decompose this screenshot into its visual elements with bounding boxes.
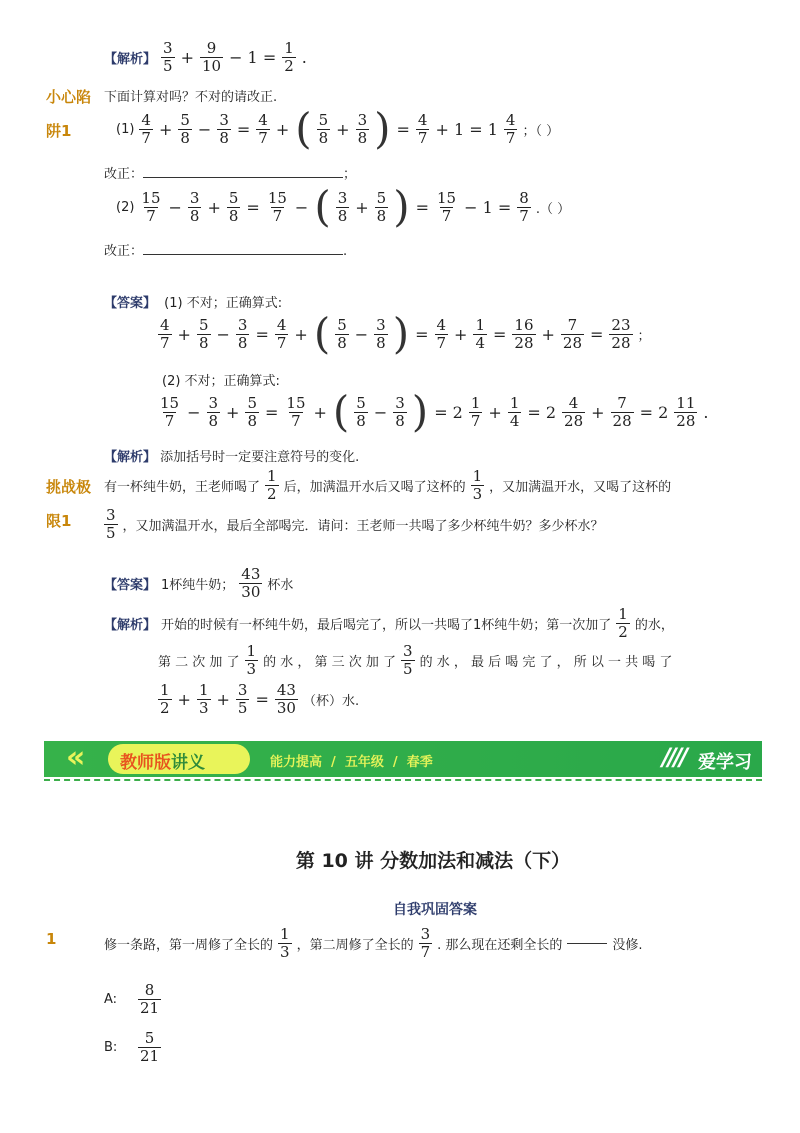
analysis-tag: 【解析】	[104, 52, 157, 67]
challenge-question-line-2: $\frac{3}{5}$ ，又加满温开水，最后全部喝完．请问：王老师一共喝了多少杯纯牛奶？多少杯水？	[106, 506, 604, 542]
question-1-text: 修一条路，第一周修了全长的 $\frac{1}{3}$ ，第二周修了全长的 $\frac{3}{7}$ . 那么现在还剩全长的 没修.	[104, 925, 643, 961]
brand-logo-icon: ////	[662, 743, 686, 771]
fix-label: 改正：	[104, 167, 144, 182]
fix-answer-blank-1[interactable]	[143, 177, 343, 178]
chevron-left-icon: «	[66, 740, 86, 775]
banner-breadcrumb: 能力提高 / 五年级 / 春季	[270, 755, 433, 770]
challenge-question-line-1: 有一杯纯牛奶，王老师喝了 $\frac{1}{2}$ 后，加满温开水后又喝了这杯的 $\frac{1}{3}$ ，又加满温开水，又喝了这杯的	[104, 467, 672, 503]
fraction: $\frac{9}{10}$	[201, 39, 222, 75]
challenge-analysis-line-1: 【解析】 开始的时候有一杯纯牛奶，最后喝完了，所以一共喝了1杯纯牛奶；第一次加了 $\frac{1}{2}$ 的水，	[104, 605, 674, 641]
trap-expr-2: (2) $\frac{15}{7}$ − $\frac{3}{8}$ + $\frac{5}{8}$ = $\frac{15}{7}$ − ( $\frac{3}{8}$ + $\frac{5}{8}$ ) = $\frac{15}{7}$ − 1 = $\frac{8}{7}$ .（ ）	[116, 182, 571, 231]
answer-line-2: (2) 不对；正确算式:	[162, 374, 280, 389]
answer-tag: 【答案】	[104, 296, 157, 311]
fraction: $\frac{1}{2}$	[284, 39, 294, 75]
chevron-right-icon: »	[222, 740, 242, 775]
analysis-tag: 【解析】	[104, 450, 157, 465]
banner-divider	[44, 779, 762, 781]
challenge-analysis-line-3: $\frac{1}{2}$ + $\frac{1}{3}$ + $\frac{3}{5}$ = $\frac{43}{30}$ （杯）水.	[160, 681, 360, 717]
lecture-subtitle: 自我巩固答案	[393, 902, 477, 918]
answer-expr-2: $\frac{15}{7}$ − $\frac{3}{8}$ + $\frac{5}{8}$ = $\frac{15}{7}$ + ( $\frac{5}{8}$ − $\frac{3}{8}$ ) = 2 $\frac{1}{7}$ + $\frac{1}{4}$ = 2 $\frac{4}{28}$ + $\frac{7}{28}$ = 2 $\frac{11}{28}$ .	[160, 387, 709, 436]
answer-blank[interactable]	[567, 943, 607, 944]
fraction: $\frac{3}{5}$	[163, 39, 173, 75]
trap-label-1: 小心陷	[46, 88, 92, 106]
lecture-title: 第 10 讲 分数加法和减法（下）	[295, 850, 571, 872]
question-number: 1	[46, 930, 57, 948]
challenge-analysis-line-2: 第 二 次 加 了 $\frac{1}{3}$ 的 水 ， 第 三 次 加 了 $\frac{3}{5}$ 的 水 ， 最 后 喝 完 了 ， 所 以 一 共 喝 了	[158, 642, 673, 678]
trap-label-2: 阱1	[46, 122, 72, 140]
banner-title: 教师版讲义	[120, 753, 205, 773]
option-b[interactable]: B: $\frac{5}{21}$	[104, 1029, 160, 1065]
challenge-answer: 【答案】 1杯纯牛奶； $\frac{43}{30}$ 杯水	[104, 565, 294, 601]
trap-prompt: 下面计算对吗？不对的请改正.	[104, 90, 278, 105]
option-a[interactable]: A: $\frac{8}{21}$	[104, 981, 160, 1017]
fix-answer-blank-2[interactable]	[143, 254, 343, 255]
answer-expr-1: $\frac{4}{7}$ + $\frac{5}{8}$ − $\frac{3}{8}$ = $\frac{4}{7}$ + ( $\frac{5}{8}$ − $\frac{3}{8}$ ) = $\frac{4}{7}$ + $\frac{1}{4}$ = $\frac{16}{28}$ + $\frac{7}{28}$ = $\frac{23}{28}$ ；	[160, 309, 651, 358]
trap-analysis-text: 添加括号时一定要注意符号的变化.	[160, 450, 360, 465]
challenge-label-2: 限1	[46, 512, 72, 530]
fix-label: 改正：	[104, 244, 144, 259]
brand-name: 爱学习	[698, 752, 752, 773]
trap-expr-1: (1) $\frac{4}{7}$ + $\frac{5}{8}$ − $\frac{3}{8}$ = $\frac{4}{7}$ + ( $\frac{5}{8}$ + $\frac{3}{8}$ ) = $\frac{4}{7}$ + 1 = 1 $\frac{4}{7}$ ；（ ）	[116, 104, 560, 153]
answer-line-1: (1) 不对；正确算式:	[164, 296, 283, 311]
challenge-label-1: 挑战极	[46, 478, 92, 496]
